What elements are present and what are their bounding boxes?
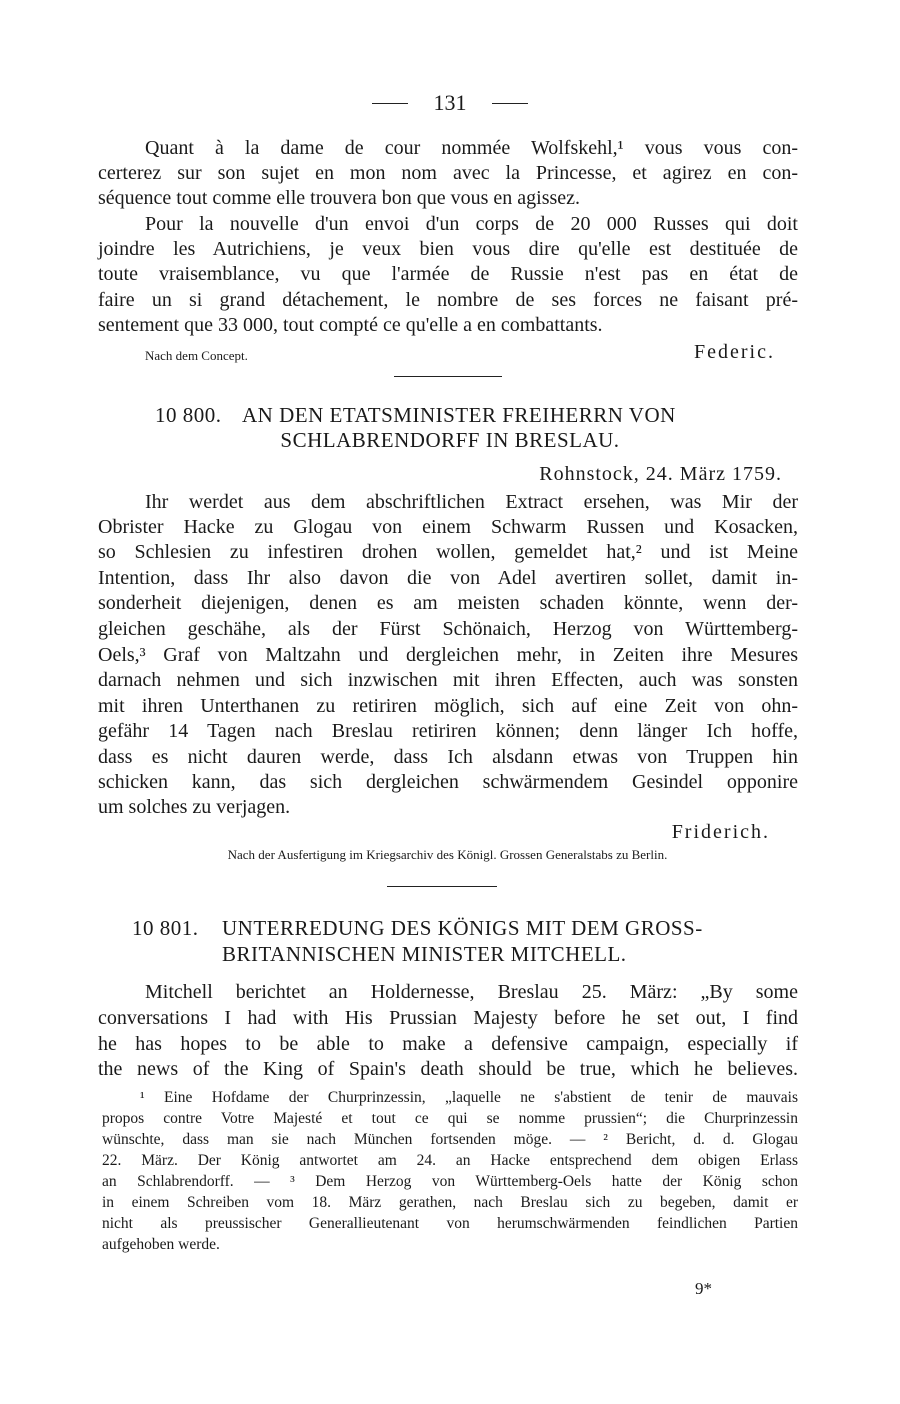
signature: Federic. bbox=[694, 341, 775, 363]
footnote-line: in einem Schreiben vom 18. März gerathen, nach Breslau sich zu begeben, damit er bbox=[102, 1194, 798, 1211]
body-line: séquence tout comme elle trouvera bon que vous en agissez. bbox=[98, 187, 581, 209]
letter-title-cont: BRITANNISCHEN MINISTER MITCHELL. bbox=[222, 942, 627, 966]
footnote-line: an Schlabrendorff. — ³ Dem Herzog von Württemberg-Oels hatte der König schon bbox=[102, 1173, 798, 1190]
body-line: Oels,³ Graf von Maltzahn und dergleichen mehr, in Zeiten ihre Mesures bbox=[98, 644, 798, 666]
body-line: Pour la nouvelle d'un envoi d'un corps de 20 000 Russes qui doit bbox=[145, 213, 798, 235]
body-line: Obrister Hacke zu Glogau von einem Schwarm Russen und Kosacken, bbox=[98, 516, 798, 538]
body-line: joindre les Autrichiens, je veux bien vous dire qu'elle est destituée de bbox=[98, 238, 798, 260]
page-number: 131 bbox=[433, 90, 467, 115]
body-line: faire un si grand détachement, le nombre de ses forces ne faisant pré- bbox=[98, 289, 798, 311]
footnote-line: ¹ Eine Hofdame der Churprinzessin, „laquelle ne s'abstient de tenir de mauvais bbox=[140, 1089, 798, 1106]
footnote-line: propos contre Votre Majesté et tout ce qui se nomme prussien“; die Churprinzessin bbox=[102, 1110, 798, 1127]
letter-title-cont: SCHLABRENDORFF IN BRESLAU. bbox=[280, 428, 620, 452]
body-line: certerez sur son sujet en mon nom avec la Princesse, et agirez en con- bbox=[98, 162, 798, 184]
letter-title: UNTERREDUNG DES KÖNIGS MIT DEM GROSS- bbox=[222, 916, 703, 940]
body-line: gefähr 14 Tagen nach Breslau retiriren können; denn länger Ich hoffe, bbox=[98, 720, 798, 742]
letter-number: 10 800. bbox=[155, 403, 222, 427]
section-divider bbox=[394, 376, 502, 377]
body-line: schicken kann, das sich dergleichen schwärmendem Gesindel opponire bbox=[98, 771, 798, 793]
letter-number: 10 801. bbox=[132, 916, 199, 940]
body-line: he has hopes to be able to make a defensive campaign, especially if bbox=[98, 1033, 798, 1055]
body-line: toute vraisemblance, vu que l'armée de Russie n'est pas en état de bbox=[98, 263, 798, 285]
place-date: Rohnstock, 24. März 1759. bbox=[539, 463, 782, 485]
header-dash-left bbox=[372, 103, 408, 104]
signature: Friderich. bbox=[671, 821, 770, 843]
body-line: the news of the King of Spain's death should be true, which he believes. bbox=[98, 1058, 798, 1080]
body-line: darnach nehmen und sich inzwischen mit ihren Effecten, auch was sonsten bbox=[98, 669, 798, 691]
body-line: gleichen geschähe, als der Fürst Schönaich, Herzog von Württemberg- bbox=[98, 618, 798, 640]
body-line: dass es nicht dauren werde, dass Ich alsdann etwas von Truppen hin bbox=[98, 746, 798, 768]
footnote-line: aufgehoben werde. bbox=[102, 1236, 220, 1253]
signature-mark: 9* bbox=[695, 1279, 712, 1298]
source-note: Nach dem Concept. bbox=[145, 348, 248, 363]
body-line: sonderheit diejenigen, denen es am meisten schaden könnte, wenn der- bbox=[98, 592, 798, 614]
body-line: Intention, dass Ihr also davon die von Adel avertiren sollet, damit in- bbox=[98, 567, 798, 589]
body-line: um solches zu verjagen. bbox=[98, 796, 291, 818]
footnote-line: nicht als preussischer Generallieutenant von herumschwärmenden feindlichen Partien bbox=[102, 1215, 798, 1232]
body-line: Quant à la dame de cour nommée Wolfskehl,¹ vous vous con- bbox=[145, 137, 798, 159]
body-line: so Schlesien zu infestiren drohen wollen, gemeldet hat,² und ist Meine bbox=[98, 541, 798, 563]
source-note: Nach der Ausfertigung im Kriegsarchiv des Königl. Grossen Generalstabs zu Berlin. bbox=[227, 847, 668, 862]
body-line: mit ihren Unterthanen zu retiriren möglich, sich auf eine Zeit von ohn- bbox=[98, 695, 798, 717]
section-divider bbox=[387, 886, 497, 887]
body-line: Mitchell berichtet an Holdernesse, Breslau 25. März: „By some bbox=[145, 981, 798, 1003]
body-line: Ihr werdet aus dem abschriftlichen Extract ersehen, was Mir der bbox=[145, 491, 798, 513]
header-dash-right bbox=[492, 103, 528, 104]
letter-title: AN DEN ETATSMINISTER FREIHERRN VON bbox=[242, 403, 676, 427]
footnote-line: wünschte, dass man sie nach München fortsenden möge. — ² Bericht, d. d. Glogau bbox=[102, 1131, 798, 1148]
body-line: conversations I had with His Prussian Majesty before he set out, I find bbox=[98, 1007, 798, 1029]
body-line: sentement que 33 000, tout compté ce qu'elle a en combattants. bbox=[98, 314, 603, 336]
footnote-line: 22. März. Der König antwortet am 24. an Hacke entsprechend dem obigen Erlass bbox=[102, 1152, 798, 1169]
